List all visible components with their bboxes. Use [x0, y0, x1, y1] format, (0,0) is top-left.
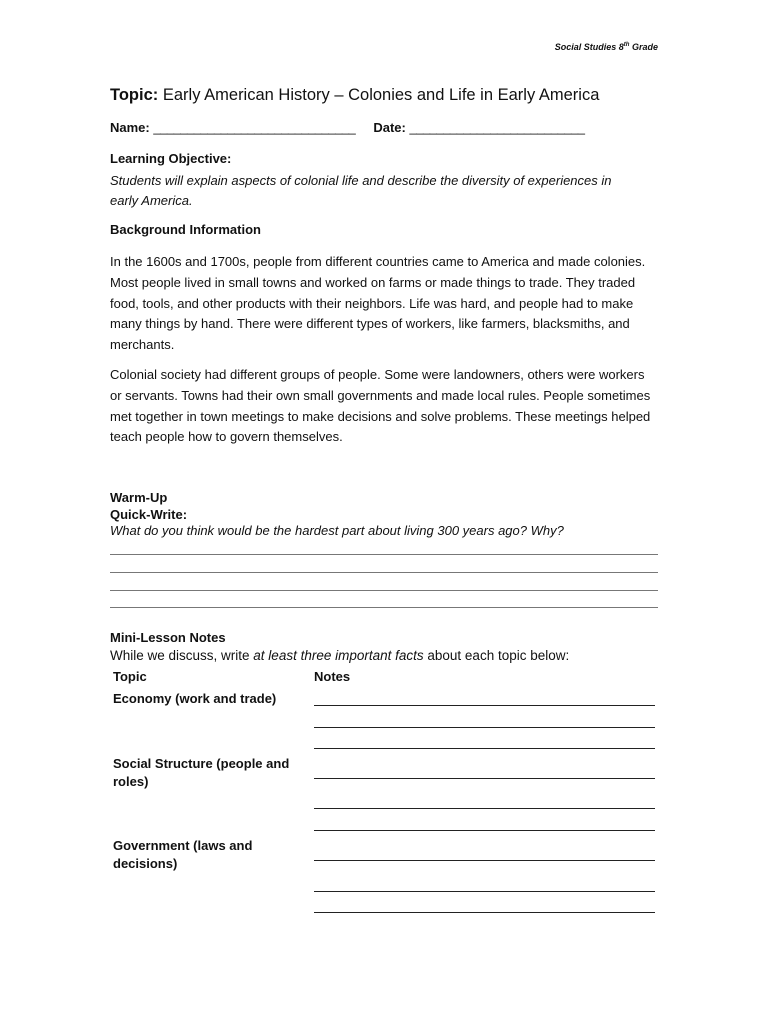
notes-line[interactable] — [314, 860, 655, 861]
instr-after: about each topic below: — [423, 648, 570, 663]
mini-lesson-title: Mini-Lesson Notes — [110, 630, 226, 645]
background-paragraph: In the 1600s and 1700s, people from different countries came to America and made colonies. Most people lived in small towns and worked on farms or made things to trade. They traded food, tools, and other products with their neighbors. Life was hard, and people had to make many things by hand. There were different types of workers, like farmers, blacksmiths, and merchants. — [110, 254, 646, 353]
date-field[interactable]: __________________________ — [409, 120, 585, 135]
name-field[interactable]: ______________________________ — [153, 120, 356, 135]
notes-line[interactable] — [314, 727, 655, 728]
course-label: Social Studies 8 — [554, 42, 624, 52]
date-label: Date: — [373, 120, 406, 135]
notes-line[interactable] — [314, 705, 655, 706]
topic-label: Topic: — [110, 86, 159, 104]
topic-text: Early American History – Colonies and Life in Early America — [162, 86, 600, 104]
topic-column-header: Topic — [113, 669, 147, 684]
learning-objective-text: Students will explain aspects of colonial life and describe the diversity of experiences in early America. — [110, 173, 612, 208]
warm-up-title: Warm-Up — [110, 490, 168, 505]
writing-line[interactable] — [110, 554, 658, 555]
quick-write-prompt: What do you think would be the hardest part about living 300 years ago? Why? — [110, 523, 564, 538]
topic-social-structure: Social Structure (people and roles) — [113, 756, 290, 789]
name-label: Name: — [110, 120, 150, 135]
notes-line[interactable] — [314, 748, 655, 749]
name-date-row — [110, 120, 584, 135]
notes-line[interactable] — [314, 912, 655, 913]
notes-line[interactable] — [314, 778, 655, 779]
writing-line[interactable] — [110, 607, 658, 608]
background-title: Background Information — [110, 222, 261, 237]
writing-line[interactable] — [110, 590, 658, 591]
notes-line[interactable] — [314, 830, 655, 831]
topic-heading — [110, 86, 599, 105]
instr-before: While we discuss, write — [110, 648, 254, 663]
page-header — [555, 42, 658, 52]
learning-objective-title: Learning Objective: — [110, 151, 232, 166]
topic-government: Government (laws and decisions) — [113, 838, 253, 871]
quick-write-title: Quick-Write: — [110, 507, 188, 522]
writing-line[interactable] — [110, 572, 658, 573]
background-paragraph: Colonial society had different groups of people. Some were landowners, others were workers or servants. Towns had their own small governments and made local rules. People sometimes met together in town meetings to make decisions and solve problems. These meetings helped teach people how to govern themselves. — [110, 367, 651, 445]
mini-lesson-instructions — [110, 648, 569, 663]
instr-emphasis: at least three important facts — [253, 648, 424, 663]
grade-suffix: th — [623, 42, 630, 48]
notes-column-header: Notes — [314, 669, 351, 684]
warm-up-heading — [110, 489, 187, 523]
notes-line[interactable] — [314, 808, 655, 809]
topic-economy: Economy (work and trade) — [113, 691, 277, 706]
notes-line[interactable] — [314, 891, 655, 892]
grade-word: Grade — [631, 42, 658, 52]
